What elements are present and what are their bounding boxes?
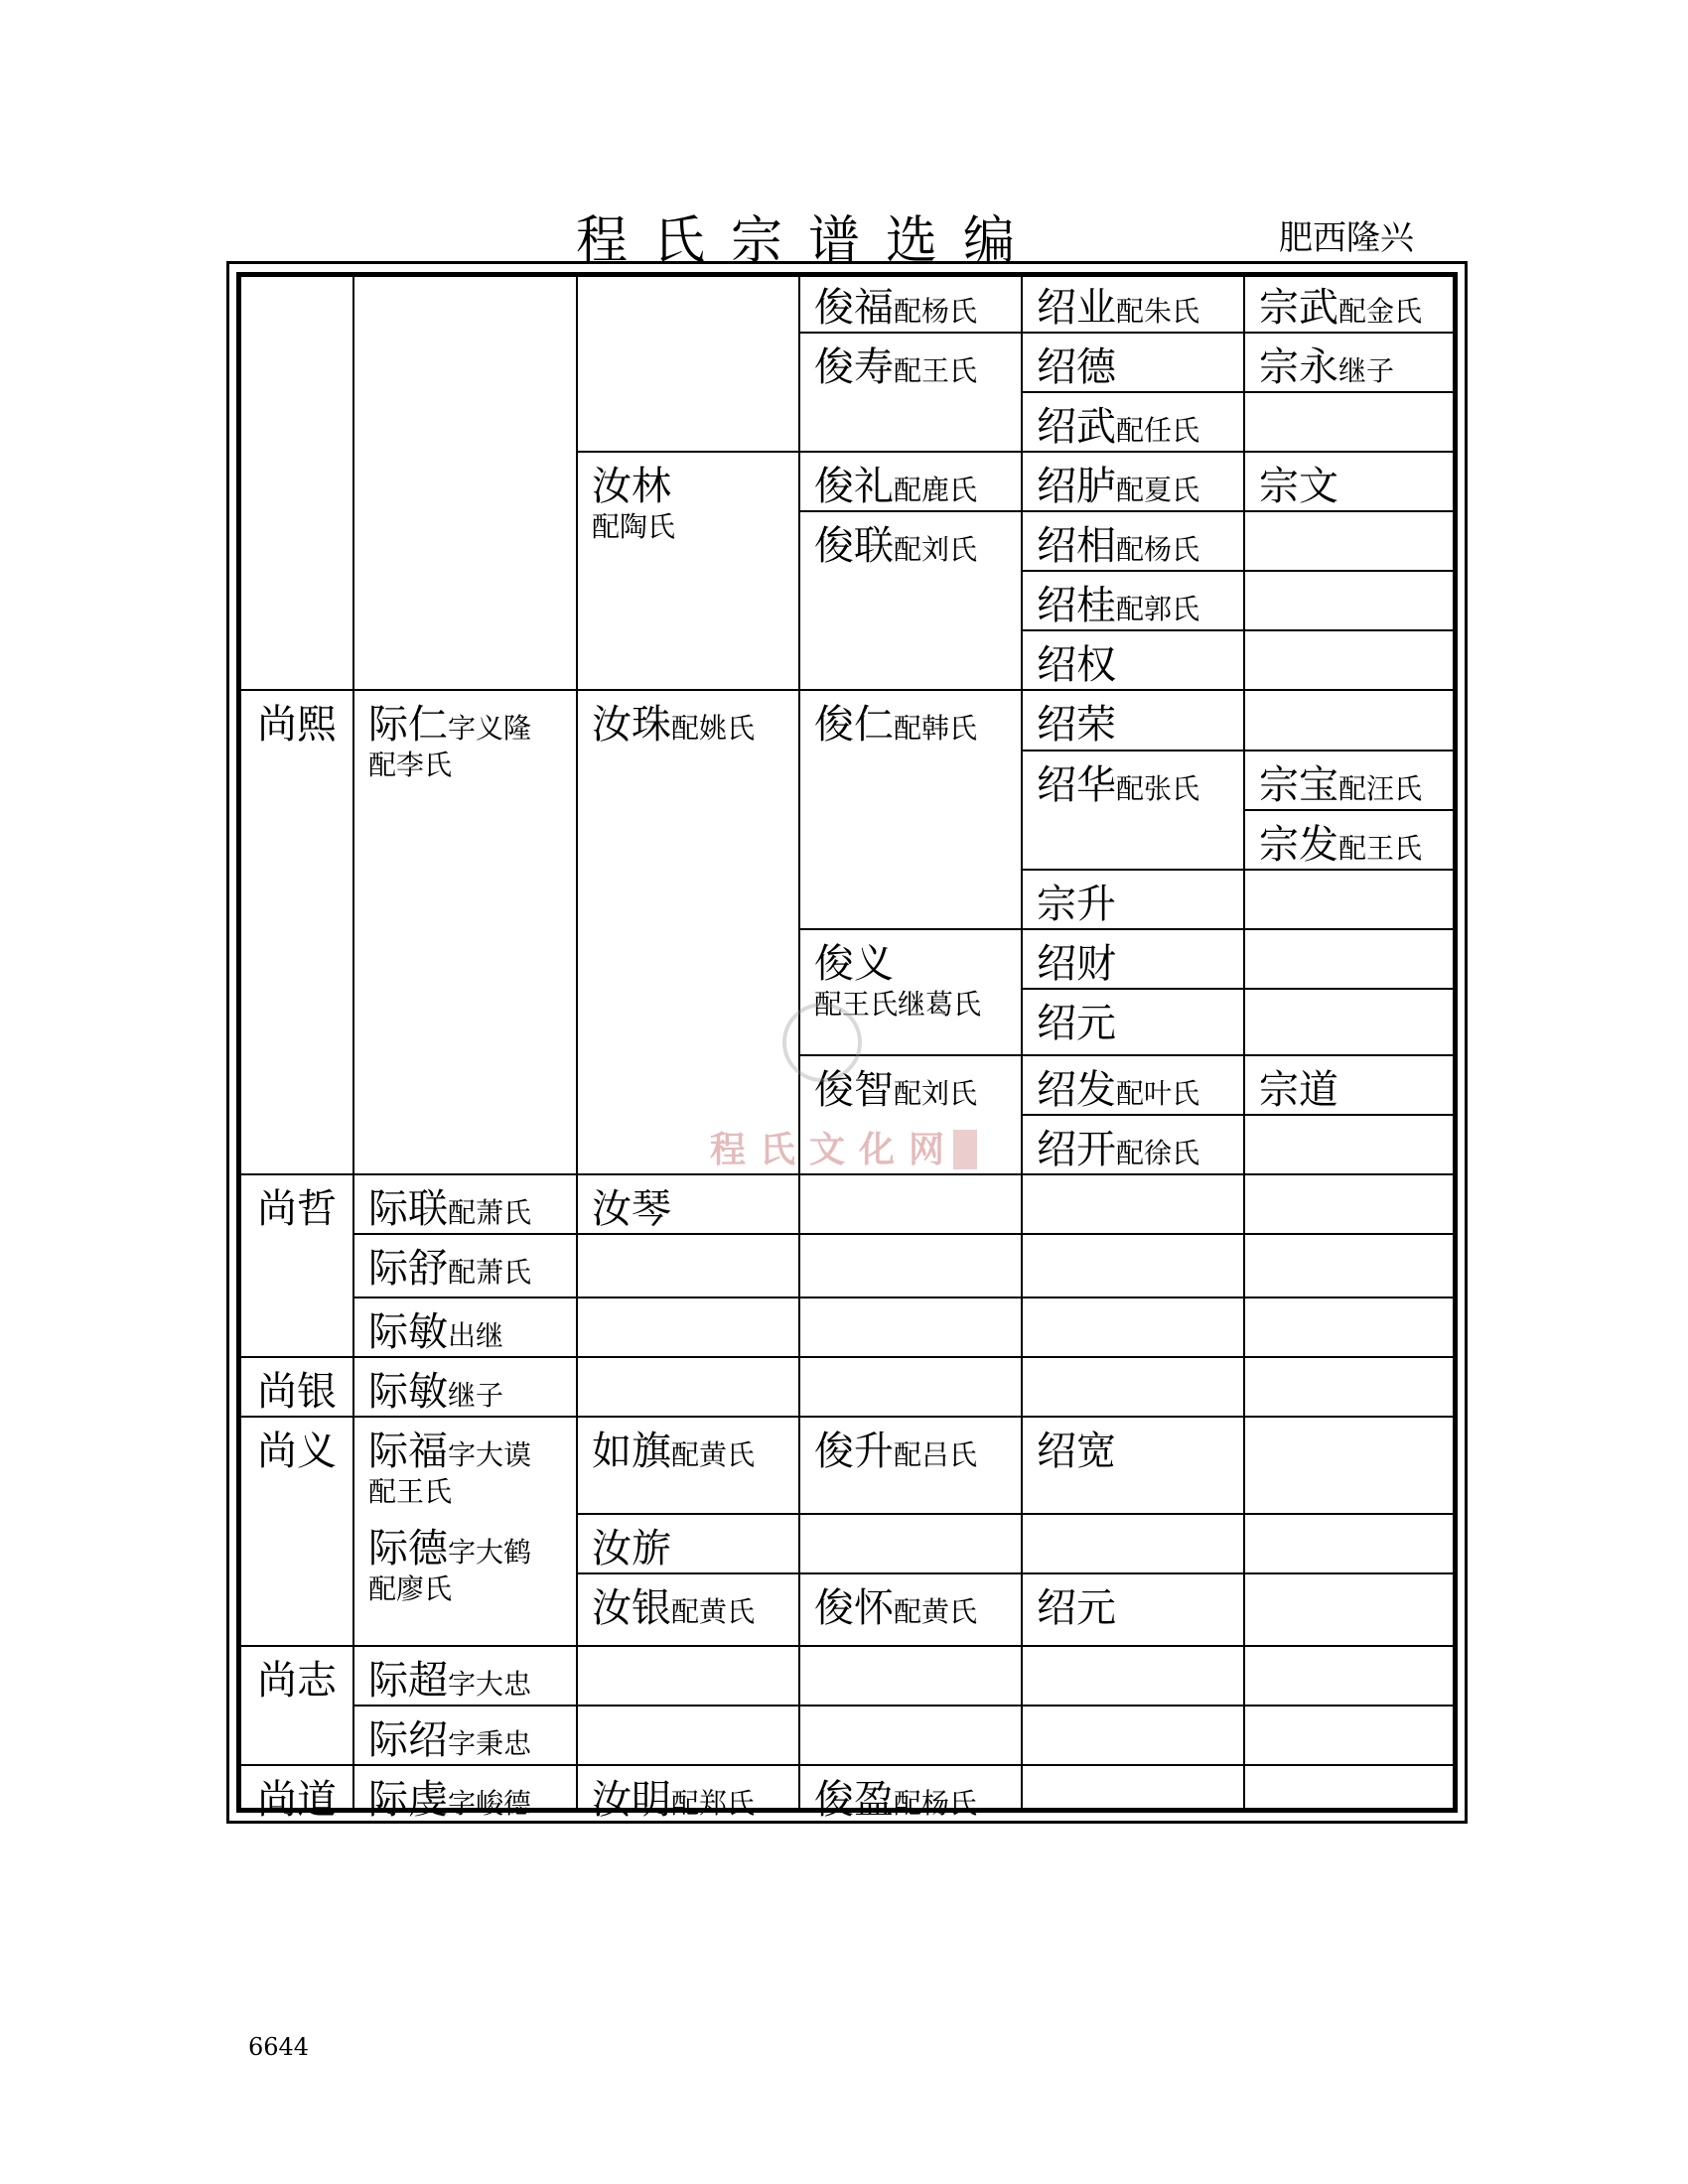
person-name: 绍财 (1037, 941, 1116, 987)
person-note: 配鹿氏 (894, 474, 978, 506)
person-note: 配黄氏 (894, 1595, 978, 1628)
row-divider (798, 928, 1453, 930)
person-note: 配萧氏 (448, 1256, 532, 1289)
genealogy-entry (1037, 1067, 1200, 1113)
page-number: 6644 (248, 2033, 310, 2061)
person-name: 绍武 (1037, 404, 1116, 450)
person-name: 汝琴 (592, 1186, 671, 1232)
watermark-text: 程氏文化网 (710, 1129, 959, 1170)
person-name: 际绍 (368, 1717, 448, 1763)
person-name: 俊福 (814, 285, 894, 331)
genealogy-entry (592, 1585, 756, 1631)
person-name: 俊怀 (814, 1585, 894, 1631)
person-name: 宗升 (1037, 882, 1116, 927)
person-name: 际虔 (368, 1777, 448, 1823)
genealogy-entry (814, 464, 978, 509)
person-name: 宗道 (1259, 1067, 1338, 1113)
genealogy-entry (257, 1186, 337, 1232)
person-note: 配张氏 (1116, 772, 1200, 805)
row-divider (241, 1416, 1453, 1418)
person-name: 俊寿 (814, 344, 894, 390)
person-note: 继子 (1338, 354, 1395, 387)
genealogy-entry (257, 1369, 337, 1415)
page-title: 程氏宗谱选编 (576, 211, 1042, 271)
column-divider (1243, 277, 1245, 1808)
genealogy-entry (368, 1429, 532, 1474)
person-name: 绍元 (1037, 1585, 1116, 1631)
person-note: 配黄氏 (671, 1595, 756, 1628)
person-name: 汝珠 (592, 702, 671, 748)
person-note: 配刘氏 (894, 533, 978, 566)
person-name: 宗武 (1259, 285, 1338, 331)
person-note: 配郑氏 (671, 1787, 756, 1820)
person-note: 配姚氏 (671, 712, 756, 745)
row-divider (798, 510, 1453, 512)
genealogy-entry (1037, 941, 1116, 987)
person-name: 际超 (368, 1658, 448, 1704)
person-note: 配王氏 (1338, 832, 1423, 865)
person-note: 字峻德 (448, 1787, 532, 1820)
branch-name: 肥西隆兴 (1279, 218, 1414, 258)
person-name: 绍胪 (1037, 464, 1116, 509)
genealogy-entry (814, 1585, 978, 1631)
genealogy-entry (1037, 762, 1200, 808)
person-note: 配杨氏 (1116, 533, 1200, 566)
genealogy-entry (257, 1658, 337, 1704)
row-divider (241, 1764, 1453, 1766)
person-note: 字大鹤 (448, 1536, 532, 1569)
row-divider (798, 332, 1453, 334)
genealogy-entry (814, 523, 978, 569)
column-divider (576, 277, 578, 1808)
genealogy-entry (257, 702, 337, 748)
genealogy-entry (592, 1186, 671, 1232)
genealogy-entry (368, 1526, 532, 1571)
person-name: 俊升 (814, 1429, 894, 1474)
person-name: 尚道 (257, 1777, 337, 1823)
person-name: 际福 (368, 1429, 448, 1474)
row-divider (1021, 988, 1453, 990)
person-spouse-note: 配李氏 (368, 749, 453, 781)
genealogy-entry (368, 1658, 532, 1704)
person-name: 绍桂 (1037, 583, 1116, 628)
genealogy-entry (1259, 762, 1423, 808)
person-name: 尚哲 (257, 1186, 337, 1232)
genealogy-entry (1037, 344, 1116, 390)
person-name: 际敏 (368, 1369, 448, 1415)
person-name: 俊智 (814, 1067, 894, 1113)
person-name: 宗发 (1259, 822, 1338, 868)
genealogy-entry (368, 1246, 532, 1292)
person-spouse-note: 配王氏 (368, 1475, 453, 1508)
person-name: 尚志 (257, 1658, 337, 1704)
person-note: 配韩氏 (894, 712, 978, 745)
genealogy-entry (592, 1777, 756, 1823)
genealogy-entry (592, 464, 671, 509)
person-name: 绍开 (1037, 1127, 1116, 1172)
genealogy-entry (368, 702, 532, 748)
genealogy-entry (1259, 1067, 1338, 1113)
genealogy-entry (1037, 583, 1200, 628)
person-name: 宗永 (1259, 344, 1338, 390)
genealogy-entry (1037, 464, 1200, 509)
watermark-seal-icon (782, 1003, 862, 1082)
person-note: 字大忠 (448, 1668, 532, 1701)
watermark-stamp-icon (953, 1130, 977, 1169)
person-name: 汝旂 (592, 1526, 671, 1571)
person-name: 绍荣 (1037, 702, 1116, 748)
genealogy-entry (1037, 702, 1116, 748)
person-note: 继子 (448, 1379, 504, 1412)
person-note: 配金氏 (1338, 295, 1423, 328)
person-name: 绍宽 (1037, 1429, 1116, 1474)
genealogy-entry (1037, 1127, 1200, 1172)
genealogy-entry (368, 1717, 532, 1763)
row-divider (241, 1173, 1453, 1175)
person-name: 俊礼 (814, 464, 894, 509)
person-note: 配王氏 (894, 354, 978, 387)
row-divider (798, 1054, 1453, 1056)
genealogy-entry (368, 1777, 532, 1823)
genealogy-entry (1259, 285, 1423, 331)
row-divider (1021, 869, 1453, 871)
person-name: 尚熙 (257, 702, 337, 748)
person-note: 配萧氏 (448, 1196, 532, 1229)
person-note: 配任氏 (1116, 414, 1200, 447)
person-note: 配徐氏 (1116, 1137, 1200, 1169)
genealogy-entry (368, 1309, 504, 1355)
row-divider (576, 1513, 1453, 1515)
person-name: 尚银 (257, 1369, 337, 1415)
person-spouse-note: 配王氏继葛氏 (814, 988, 982, 1021)
person-note: 配汪氏 (1338, 772, 1423, 805)
row-divider (241, 1356, 1453, 1358)
row-divider (576, 1572, 1453, 1574)
person-name: 绍权 (1037, 642, 1116, 688)
person-name: 尚义 (257, 1429, 337, 1474)
person-name: 绍发 (1037, 1067, 1116, 1113)
person-note: 配杨氏 (894, 295, 978, 328)
person-note: 出继 (448, 1319, 504, 1352)
genealogy-entry (814, 1777, 978, 1823)
genealogy-entry (1259, 464, 1338, 509)
row-divider (1021, 750, 1453, 751)
person-note: 字义隆 (448, 712, 532, 745)
genealogy-entry (592, 1429, 756, 1474)
column-divider (1021, 277, 1023, 1808)
genealogy-entry (1259, 822, 1423, 868)
person-name: 如旗 (592, 1429, 671, 1474)
person-note: 配吕氏 (894, 1438, 978, 1471)
row-divider (576, 451, 1453, 453)
genealogy-entry (368, 1186, 532, 1232)
row-divider (352, 1705, 1453, 1706)
person-name: 汝林 (592, 464, 671, 509)
row-divider (1021, 629, 1453, 631)
person-name: 宗文 (1259, 464, 1338, 509)
row-divider (1243, 809, 1453, 811)
row-divider (1021, 391, 1453, 393)
genealogy-entry (1037, 642, 1116, 688)
row-divider (1021, 1114, 1453, 1116)
person-name: 俊义 (814, 941, 894, 987)
genealogy-entry (592, 702, 756, 748)
column-divider (352, 277, 354, 1808)
row-divider (1021, 570, 1453, 572)
genealogy-entry (814, 941, 894, 987)
genealogy-entry (592, 1526, 671, 1571)
genealogy-entry (814, 285, 978, 331)
genealogy-entry (368, 1369, 504, 1415)
genealogy-entry (1037, 1429, 1116, 1474)
genealogy-entry (1037, 404, 1200, 450)
genealogy-entry (814, 344, 978, 390)
genealogy-entry (1037, 1585, 1116, 1631)
person-note: 配黄氏 (671, 1438, 756, 1471)
person-name: 俊仁 (814, 702, 894, 748)
row-divider (352, 1233, 1453, 1235)
genealogy-entry (1259, 344, 1395, 390)
genealogy-entry (257, 1777, 337, 1823)
person-spouse-note: 配陶氏 (592, 510, 676, 543)
person-note: 字秉忠 (448, 1727, 532, 1760)
genealogy-entry (1037, 523, 1200, 569)
person-name: 俊联 (814, 523, 894, 569)
row-divider (352, 1297, 1453, 1298)
genealogy-entry (1037, 285, 1200, 331)
person-name: 绍华 (1037, 762, 1116, 808)
person-name: 宗宝 (1259, 762, 1338, 808)
row-divider (241, 1645, 1453, 1647)
genealogy-entry (1037, 1001, 1116, 1046)
genealogy-entry (1037, 882, 1116, 927)
person-name: 绍元 (1037, 1001, 1116, 1046)
person-note: 配夏氏 (1116, 474, 1200, 506)
person-note: 配朱氏 (1116, 295, 1200, 328)
person-note: 字大谟 (448, 1438, 532, 1471)
person-note: 配郭氏 (1116, 593, 1200, 625)
genealogy-entry (257, 1429, 337, 1474)
person-name: 绍相 (1037, 523, 1116, 569)
person-note: 配叶氏 (1116, 1077, 1200, 1110)
person-name: 俊盈 (814, 1777, 894, 1823)
genealogy-entry (814, 1429, 978, 1474)
person-name: 际德 (368, 1526, 448, 1571)
person-name: 绍德 (1037, 344, 1116, 390)
person-name: 汝明 (592, 1777, 671, 1823)
genealogy-entry (814, 702, 978, 748)
person-name: 绍业 (1037, 285, 1116, 331)
row-divider (241, 689, 1453, 691)
person-name: 汝银 (592, 1585, 671, 1631)
person-spouse-note: 配廖氏 (368, 1572, 453, 1605)
person-name: 际联 (368, 1186, 448, 1232)
person-name: 际敏 (368, 1309, 448, 1355)
person-note: 配杨氏 (894, 1787, 978, 1820)
person-note: 配刘氏 (894, 1077, 978, 1110)
person-name: 际舒 (368, 1246, 448, 1292)
person-name: 际仁 (368, 702, 448, 748)
